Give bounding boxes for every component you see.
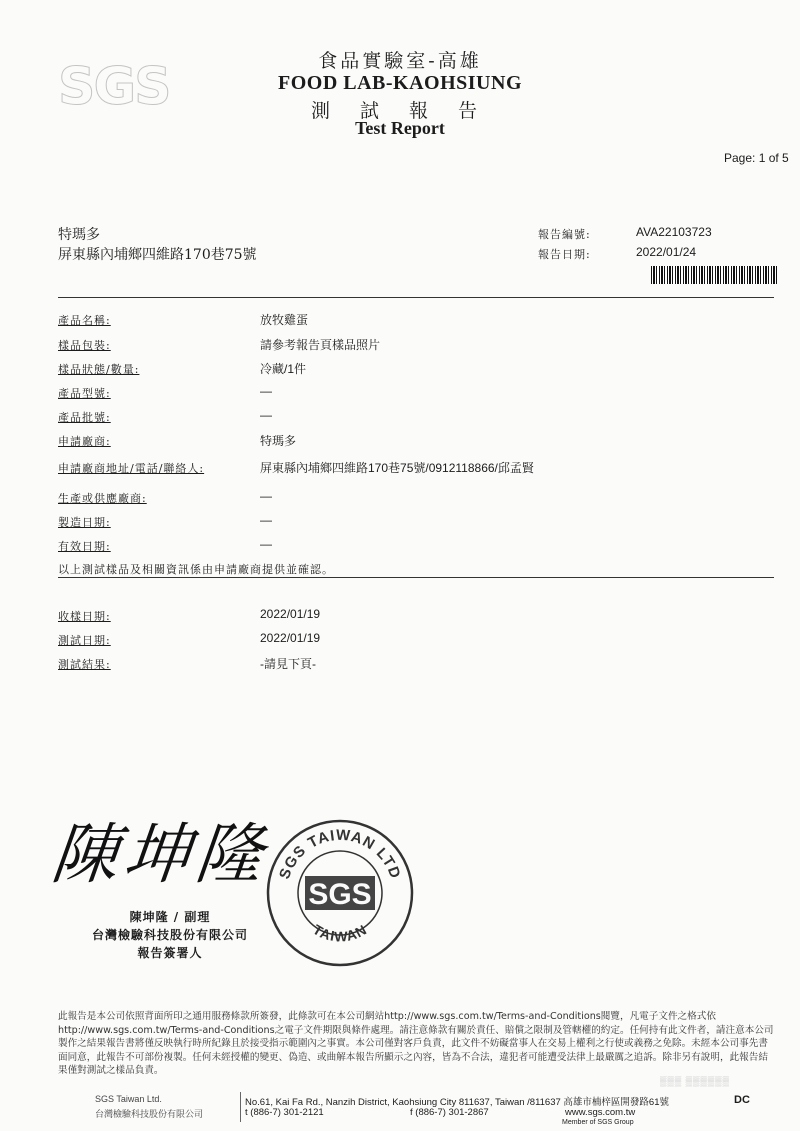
confirm-note: 以上測試樣品及相關資訊係由申請廠商提供並確認。 xyxy=(58,563,334,576)
svg-text:TAIWAN xyxy=(310,921,370,944)
sample-field-value: — xyxy=(260,489,272,503)
seal-ring-bottom: TAIWAN xyxy=(310,921,370,945)
footer-phone: t (886-7) 301-2121 xyxy=(245,1107,324,1118)
seal-ring-top: SGS TAIWAN LTD xyxy=(276,826,404,882)
footer-faint-stamp: ▒▒▒ ▒▒▒▒▒▒ xyxy=(660,1076,730,1086)
sample-field-label: 樣品包裝: xyxy=(58,339,111,352)
footer-address: No.61, Kai Fa Rd., Nanzih District, Kaohsiung City 811637, Taiwan /811637 高雄市楠梓區開發路61號 xyxy=(245,1097,669,1108)
divider-top xyxy=(58,297,774,298)
terms-disclaimer: 此報告是本公司依照背面所印之通用服務條款所簽發，此條款可在本公司網站http://www.sgs.com.tw/Terms-and-Conditions閱覽，凡電子文件之格式依http://www.sgs.com.tw/Terms-and-Conditions之電子文件期限與條件處理。請注意條款有關於責任、賠償之限制及管轄權的約定。任何持有此文件者，請注意本公司製作之結果報告書將僅反映執行時所紀錄且於接受指示範圍內之事實。本公司僅對客戶負責，此文件不妨礙當事人在交易上權利之行使或義務之免除。未經本公司事先書面同意，此報告不可部份複製。任何未經授權的變更、偽造、或曲解本報告所顯示之內容，皆為不合法，違犯者可能遭受法律上最嚴厲之追訴。除非另有說明，此報告結果僅對測試之樣品負責。 xyxy=(58,1011,774,1076)
footer-website: www.sgs.com.tw xyxy=(565,1107,636,1118)
sample-field-value: 請參考報告頁樣品照片 xyxy=(260,338,381,352)
sample-field-value: 屏東縣內埔鄉四維路170巷75號/0912118866/邱孟賢 xyxy=(260,461,534,475)
sample-field-label: 樣品狀態/數量: xyxy=(58,363,140,376)
lab-name-cn: 食品實驗室-高雄 xyxy=(318,50,482,72)
report-no: AVA22103723 xyxy=(636,225,712,239)
report-title-en: Test Report xyxy=(355,118,445,138)
date-field-value: 2022/01/19 xyxy=(260,607,321,621)
sample-field-label: 申請廠商地址/電話/聯絡人: xyxy=(58,462,205,475)
footer-fax: f (886-7) 301-2867 xyxy=(410,1107,489,1118)
customer-address: 屏東縣內埔鄉四維路170巷75號 xyxy=(58,247,257,263)
report-barcode xyxy=(651,266,777,284)
sample-field-value: 特瑪多 xyxy=(260,434,297,448)
lab-name-en: FOOD LAB-KAOHSIUNG xyxy=(277,72,523,94)
sample-field-label: 有效日期: xyxy=(58,540,111,553)
footer-company-en: SGS Taiwan Ltd. xyxy=(95,1094,162,1104)
sample-field-value: — xyxy=(260,408,272,422)
sample-field-value: 冷藏/1件 xyxy=(260,362,307,376)
footer-company-cn: 台灣檢驗科技股份有限公司 xyxy=(95,1109,204,1119)
sample-field-value: — xyxy=(260,513,272,527)
sample-field-label: 生產或供應廠商: xyxy=(58,492,147,505)
signer-name-title: 陳坤隆 / 副理 xyxy=(129,910,211,924)
signer-company: 台灣檢驗科技股份有限公司 xyxy=(91,928,248,942)
date-field-value: 2022/01/19 xyxy=(260,631,321,645)
report-date: 2022/01/24 xyxy=(636,245,697,259)
report-no-label: 報告編號: xyxy=(538,228,591,241)
handwritten-signature: 陳坤隆 xyxy=(48,816,273,893)
footer-member: Member of SGS Group xyxy=(562,1119,634,1126)
sample-field-label: 產品名稱: xyxy=(58,314,111,327)
sample-field-value: 放牧雞蛋 xyxy=(260,313,309,327)
date-field-label: 測試日期: xyxy=(58,634,111,647)
sample-field-label: 申請廠商: xyxy=(58,435,111,448)
date-field-value: -請見下頁- xyxy=(260,657,316,671)
svg-text:SGS TAIWAN LTD xyxy=(276,827,404,882)
date-field-label: 收樣日期: xyxy=(58,610,111,623)
footer-code: DC xyxy=(734,1094,750,1106)
date-field-label: 測試結果: xyxy=(58,658,111,671)
sample-field-label: 產品型號: xyxy=(58,387,111,400)
sample-field-value: — xyxy=(260,384,272,398)
sample-field-label: 製造日期: xyxy=(58,516,111,529)
sgs-seal-stamp xyxy=(265,818,415,968)
report-title-cn: 測 試 報 告 xyxy=(310,100,490,122)
signer-role: 報告簽署人 xyxy=(137,946,203,960)
divider-middle xyxy=(58,577,774,578)
sgs-logo-watermark: SGS xyxy=(58,57,170,117)
report-date-label: 報告日期: xyxy=(538,248,591,261)
page-number: Page: 1 of 5 xyxy=(724,151,789,165)
sample-field-value: — xyxy=(260,537,272,551)
sample-field-label: 產品批號: xyxy=(58,411,111,424)
customer-name: 特瑪多 xyxy=(58,227,100,243)
seal-logo: SGS xyxy=(308,878,372,911)
footer-divider xyxy=(240,1092,241,1122)
